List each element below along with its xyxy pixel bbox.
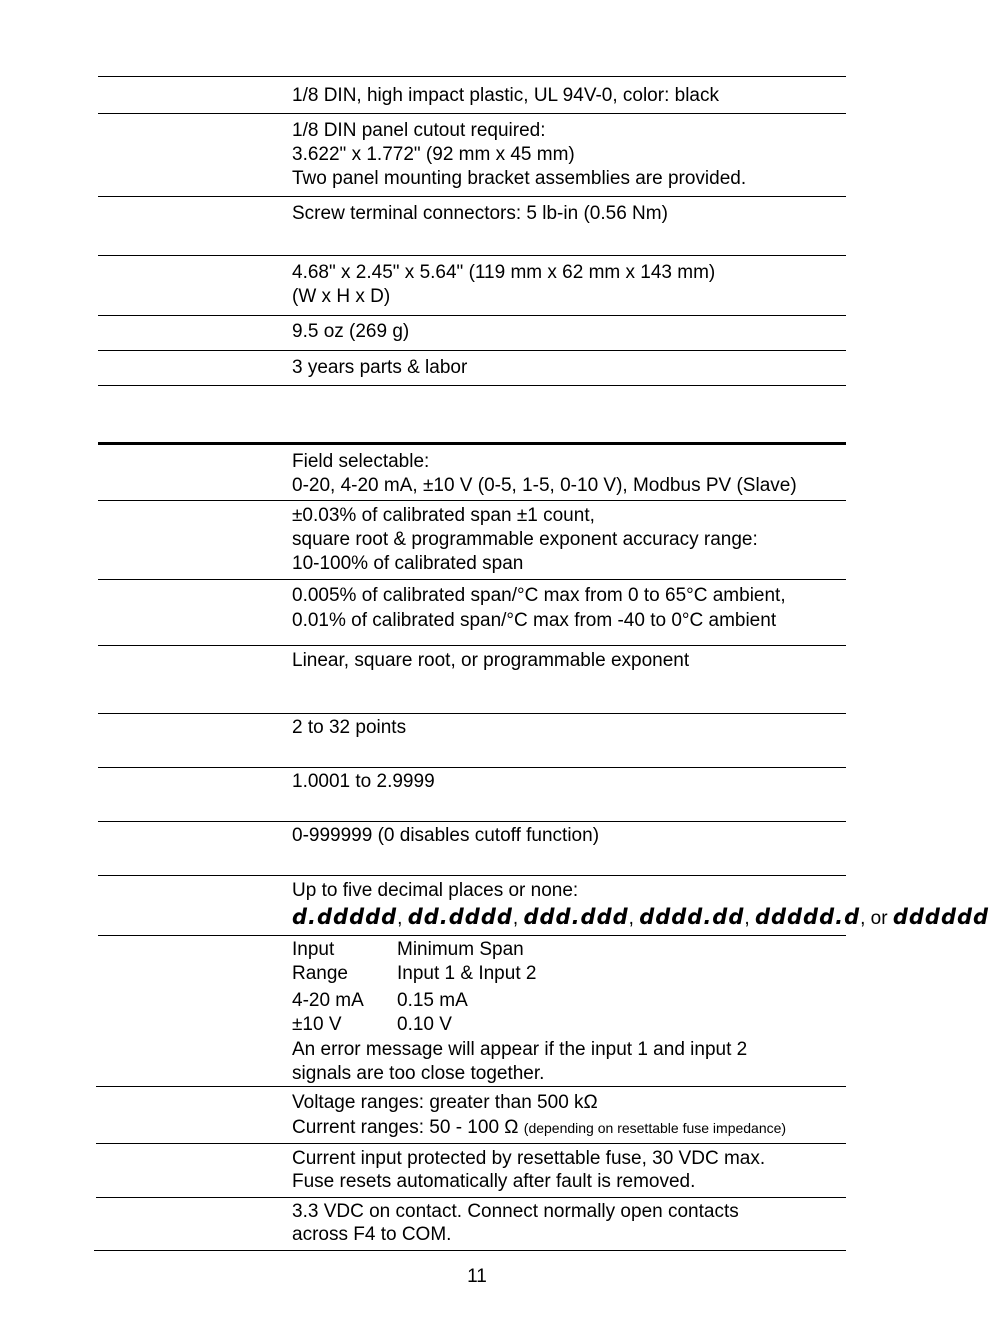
- warranty-value: 3 years parts & labor: [292, 357, 468, 378]
- table-rule: [98, 442, 846, 445]
- overload-value-line2: Fuse resets automatically after fault is removed.: [292, 1171, 696, 1192]
- row-divider: [98, 645, 846, 646]
- decimal-format: dddddd: [892, 905, 989, 929]
- exponent-value: 1.0001 to 2.9999: [292, 771, 435, 792]
- accuracy-value-line1: ±0.03% of calibrated span ±1 count,: [292, 505, 595, 526]
- span-row-range: ±10 V: [292, 1014, 342, 1035]
- span-note-line1: An error message will appear if the input 1 and input 2: [292, 1039, 748, 1060]
- row-divider: [98, 935, 846, 936]
- decimal-format: d.ddddd: [292, 905, 398, 929]
- temp-drift-value-line2: 0.01% of calibrated span/°C max from -40 to 0°C ambient: [292, 610, 777, 631]
- dimensions-value-line1: 4.68" x 2.45" x 5.64" (119 mm x 62 mm x 143 mm): [292, 262, 716, 283]
- row-divider: [98, 713, 846, 714]
- temp-drift-value-line1: 0.005% of calibrated span/°C max from 0 to 65°C ambient,: [292, 585, 786, 606]
- overload-value-line1: Current input protected by resettable fuse, 30 VDC max.: [292, 1148, 766, 1169]
- span-header-input-line2: Range: [292, 963, 348, 984]
- decimal-format: ddddd.d: [754, 905, 861, 929]
- linearization-value: 2 to 32 points: [292, 717, 407, 738]
- span-row-value: 0.15 mA: [397, 990, 468, 1011]
- f4-value-line1: 3.3 VDC on contact. Connect normally open contacts: [292, 1201, 739, 1222]
- span-header-min-line1: Minimum Span: [397, 939, 524, 960]
- span-header-min-line2: Input 1 & Input 2: [397, 963, 537, 984]
- decimal-intro: Up to five decimal places or none:: [292, 880, 579, 901]
- impedance-value-line1: Voltage ranges: greater than 500 kΩ: [292, 1092, 598, 1113]
- span-note-line2: signals are too close together.: [292, 1063, 545, 1084]
- table-rule: [94, 1250, 846, 1251]
- decimal-format: dd.dddd: [407, 905, 513, 929]
- row-divider: [98, 196, 846, 197]
- span-header-input-line1: Input: [292, 939, 335, 960]
- row-divider: [96, 1086, 846, 1087]
- inputs-value-line1: Field selectable:: [292, 451, 430, 472]
- row-divider: [98, 767, 846, 768]
- table-rule: [98, 385, 846, 386]
- row-divider: [98, 821, 846, 822]
- span-row-range: 4-20 mA: [292, 990, 364, 1011]
- accuracy-value-line3: 10-100% of calibrated span: [292, 553, 524, 574]
- row-divider: [98, 875, 846, 876]
- accuracy-value-line2: square root & programmable exponent accuracy range:: [292, 529, 758, 550]
- table-rule: [98, 76, 846, 77]
- decimal-format: ddd.ddd: [523, 905, 629, 929]
- row-divider: [96, 1143, 846, 1144]
- row-divider: [98, 500, 846, 501]
- enclosure-value: 1/8 DIN, high impact plastic, UL 94V-0, color: black: [292, 85, 719, 106]
- decimal-or: or: [870, 908, 888, 929]
- f4-value-line2: across F4 to COM.: [292, 1224, 452, 1245]
- page-number: 11: [467, 1266, 487, 1287]
- row-divider: [98, 350, 846, 351]
- mounting-value-line2: 3.622" x 1.772" (92 mm x 45 mm): [292, 144, 575, 165]
- impedance-value-line2: Current ranges: 50 - 100 Ω (depending on resettable fuse impedance): [292, 1117, 787, 1138]
- row-divider: [98, 579, 846, 580]
- tightening-value: Screw terminal connectors: 5 lb-in (0.56 Nm): [292, 203, 668, 224]
- mounting-value-line1: 1/8 DIN panel cutout required:: [292, 120, 546, 141]
- inputs-value-line2: 0-20, 4-20 mA, ±10 V (0-5, 1-5, 0-10 V), Modbus PV (Slave): [292, 475, 797, 496]
- mounting-value-line3: Two panel mounting bracket assemblies are provided.: [292, 168, 747, 189]
- weight-value: 9.5 oz (269 g): [292, 321, 410, 342]
- impedance-note: (depending on resettable fuse impedance): [523, 1120, 787, 1136]
- function-value: Linear, square root, or programmable exponent: [292, 650, 690, 671]
- span-row-value: 0.10 V: [397, 1014, 452, 1035]
- dimensions-value-line2: (W x H x D): [292, 286, 391, 307]
- cutoff-value: 0-999999 (0 disables cutoff function): [292, 825, 600, 846]
- row-divider: [98, 315, 846, 316]
- row-divider: [98, 113, 846, 114]
- row-divider: [96, 1197, 846, 1198]
- decimal-formats: d.ddddd, dd.dddd, ddd.ddd, dddd.dd, ddddd.d, or dddddd: [292, 905, 989, 929]
- row-divider: [98, 255, 846, 256]
- decimal-format: dddd.dd: [639, 905, 745, 929]
